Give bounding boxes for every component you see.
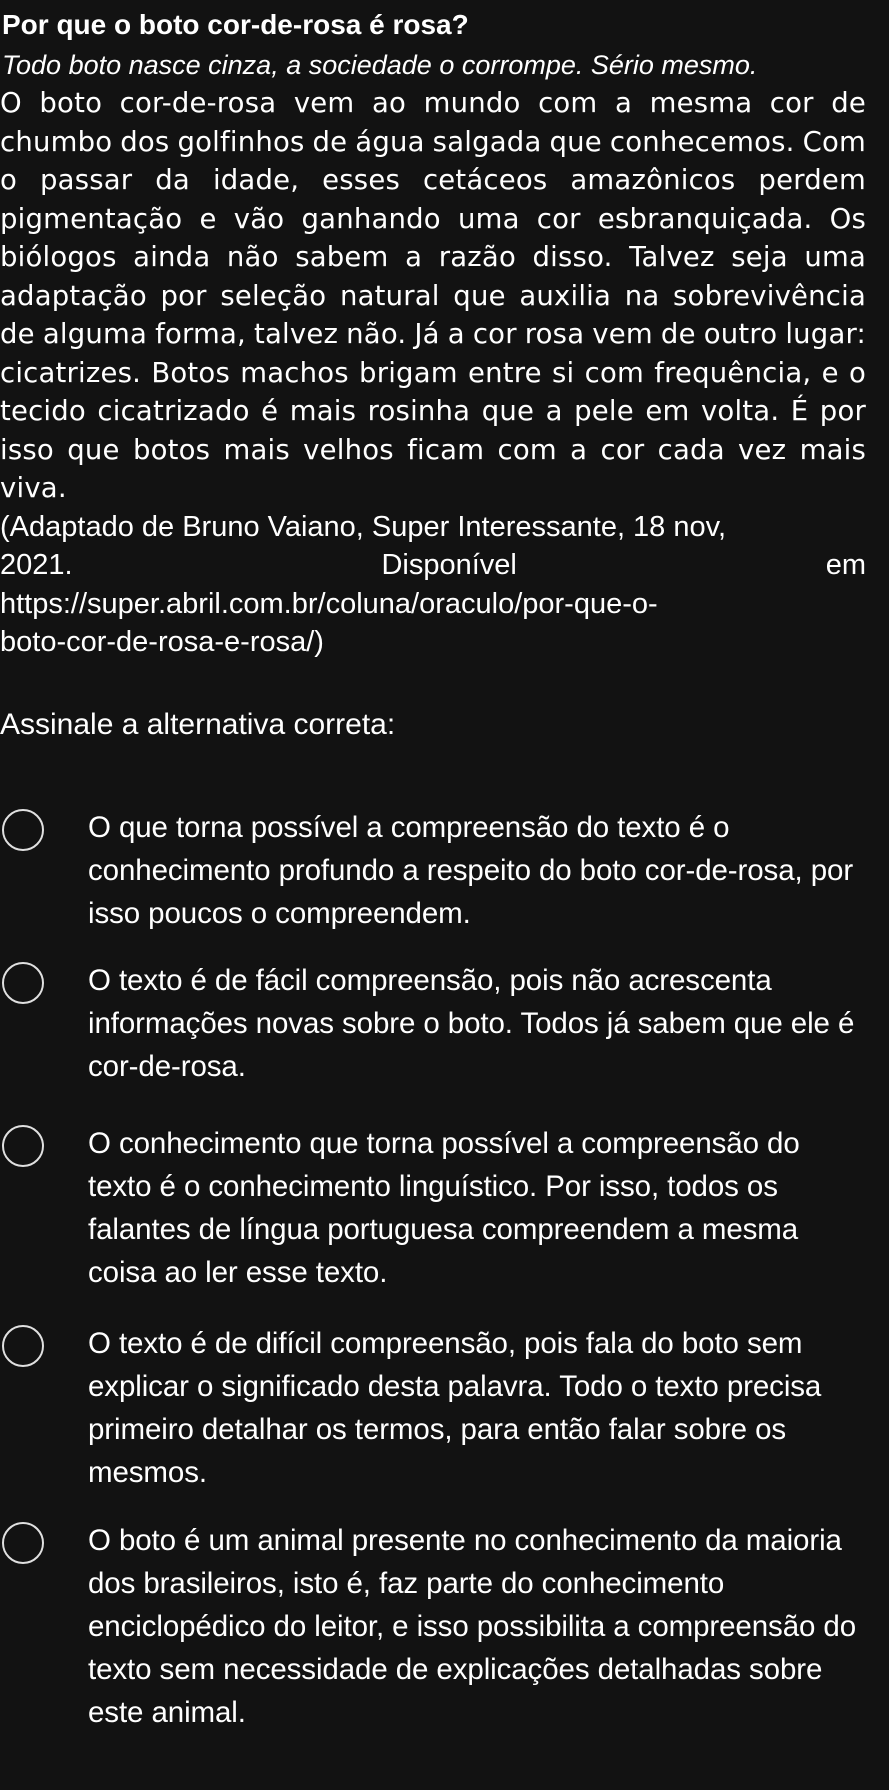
radio-button-icon[interactable] (2, 809, 44, 851)
radio-button-icon[interactable] (2, 1325, 44, 1367)
question-content (0, 6, 866, 1734)
radio-button-icon[interactable] (2, 1125, 44, 1167)
radio-button-icon[interactable] (2, 1522, 44, 1564)
answer-option-2[interactable] (0, 959, 866, 1122)
article-title: Por que o boto cor-de-rosa é rosa? (2, 9, 469, 40)
answer-option-text: O que torna possível a compreensão do texto é o conhecimento profundo a respeito do boto cor-de-rosa, por isso poucos o compreendem. (88, 810, 854, 930)
answer-option-3[interactable] (0, 1122, 866, 1322)
source-at: em (825, 549, 866, 581)
article-subtitle: Todo boto nasce cinza, a sociedade o corrompe. Sério mesmo. (2, 50, 758, 80)
source-year: 2021. (0, 549, 73, 581)
answer-option-5[interactable] (0, 1519, 866, 1734)
radio-button-icon[interactable] (2, 962, 44, 1004)
answer-option-1[interactable] (0, 806, 866, 959)
answer-option-text: O conhecimento que torna possível a compreensão do texto é o conhecimento linguístico. Por isso, todos os falantes de língua portuguesa compreendem a mesma coisa ao ler esse texto. (88, 1126, 800, 1289)
source-line-1: (Adaptado de Bruno Vaiano, Super Interessante, 18 nov, (0, 510, 727, 543)
source-line-2 (0, 546, 866, 585)
question-prompt: Assinale a alternativa correta: (0, 707, 396, 741)
answer-option-text: O texto é de difícil compreensão, pois fala do boto sem explicar o significado desta palavra. Todo o texto precisa primeiro detalhar os termos, para então falar sobre os mesmos. (88, 1326, 822, 1489)
source-url-continued: boto-cor-de-rosa-e-rosa/) (0, 626, 324, 658)
article-source (0, 508, 866, 662)
article-body: O boto cor-de-rosa vem ao mundo com a mesma cor de chumbo dos golfinhos de água salgada que conhecemos. Com o passar da idade, esses cetáceos amazônicos perdem pigmentação e vão ganhando uma cor esbranquiçada. Os biólogos ainda não sabem a razão disso. Talvez seja uma adaptação por seleção natural que auxilia na sobrevivência de alguma forma, talvez não. Já a cor rosa vem de outro lugar: cicatrizes. Botos machos brigam entre si com frequência, e o tecido cicatrizado é mais rosinha que a pele em volta. É por isso que botos mais velhos ficam com a cor cada vez mais viva. (0, 87, 866, 504)
source-url: https://super.abril.com.br/coluna/oraculo/por-que-o- (0, 587, 658, 620)
source-available: Disponível (381, 549, 517, 581)
answer-option-text: O boto é um animal presente no conhecimento da maioria dos brasileiros, isto é, faz parte do conhecimento enciclopédico do leitor, e isso possibilita a compreensão do texto sem necessidade de explicações detalhadas sobre este animal. (88, 1523, 857, 1729)
answer-options (0, 806, 866, 1734)
answer-option-4[interactable] (0, 1322, 866, 1519)
answer-option-text: O texto é de fácil compreensão, pois não acrescenta informações novas sobre o boto. Todos já sabem que ele é cor-de-rosa. (88, 963, 855, 1083)
